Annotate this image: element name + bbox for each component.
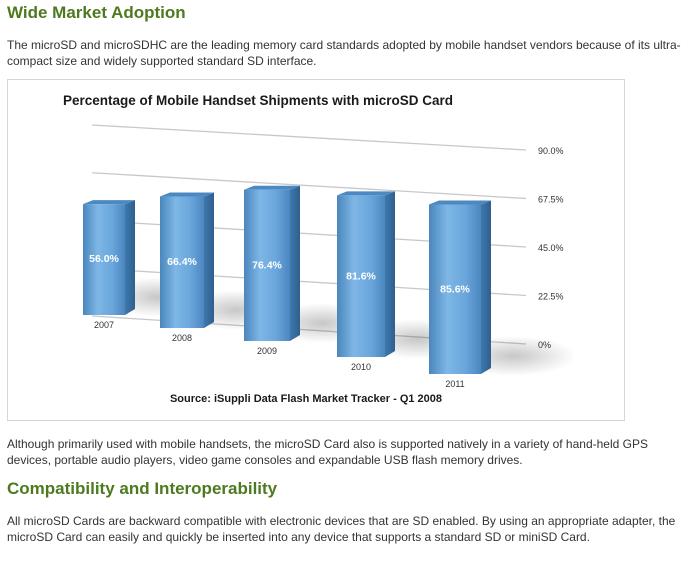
bar-value-label: 85.6% — [440, 283, 470, 296]
bar-value-label: 56.0% — [89, 252, 119, 265]
bar-value-label: 76.4% — [252, 259, 282, 272]
bar-side — [204, 193, 214, 328]
intro-paragraph: The microSD and microSDHC are the leading memory card standards adopted by mobile handset vendors because of its ultra-compact size and widely supported standard SD interface. — [7, 38, 681, 68]
y-tick-label: 90.0% — [538, 146, 564, 156]
bar-value-label: 66.4% — [167, 255, 197, 268]
x-tick-label: 2007 — [93, 320, 115, 330]
bar-top — [337, 191, 395, 195]
chart-figure — [7, 79, 625, 421]
bar-side — [385, 191, 395, 357]
bar-side — [481, 201, 491, 374]
x-tick-label: 2011 — [445, 379, 465, 389]
gridline — [92, 125, 526, 150]
y-tick-label: 45.0% — [538, 243, 564, 253]
gridline — [92, 173, 526, 199]
x-tick-label: 2010 — [350, 362, 372, 372]
section-heading-wide-market-adoption: Wide Market Adoption — [7, 3, 186, 22]
x-tick-label: 2008 — [171, 333, 193, 343]
y-tick-label: 67.5% — [538, 194, 564, 205]
y-tick-label: 22.5% — [538, 291, 564, 302]
usage-paragraph: Although primarily used with mobile handsets, the microSD Card also is supported natively in a variety of hand-held GPS devices, portable audio players, video game consoles and expandable USB flash memory drives. — [7, 437, 648, 467]
chart-source: Source: iSuppli Data Flash Market Tracker - Q1 2008 — [169, 393, 443, 405]
bar-side — [125, 200, 135, 315]
compatibility-paragraph: All microSD Cards are backward compatible with electronic devices that are SD enabled. By using an appropriate adapter, the microSD Card can easily and quickly be inserted into any device that supports a standard SD or miniSD Card. — [7, 514, 676, 544]
chart-title: Percentage of Mobile Handset Shipments with microSD Card — [62, 93, 454, 108]
section-heading-compatibility: Compatibility and Interoperability — [7, 479, 278, 498]
bar-side — [290, 186, 300, 341]
bar-top — [429, 201, 491, 205]
bar-chart — [8, 80, 626, 422]
x-tick-label: 2009 — [256, 346, 278, 356]
bar-value-label: 81.6% — [346, 270, 376, 283]
